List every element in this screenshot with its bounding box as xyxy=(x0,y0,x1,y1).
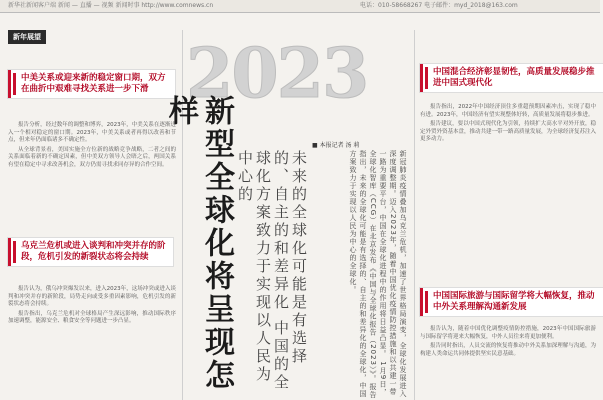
paragraph: 报告同时指出，人员交流的恢复将推动中外关系加深理解与沟通，为构建人类命运共同体提供坚实民意基础。 xyxy=(420,343,596,357)
center-paragraph-2: 1月9日，全球化智库（CCG）在北京发布《中国与全球化报告（2023）》。报告指出，未来的全球化可能是有选择的、自主的和差异化的全球化，中国方案致力于实现以人民为中心的全球化。 xyxy=(349,150,387,400)
left-article-1 xyxy=(8,122,176,230)
header-right-text: 电话：010-58668267 电子邮件：myd_2018@163.com xyxy=(360,2,518,9)
left-headline-2 xyxy=(8,238,173,266)
right-headline-1-text: 中国混合经济彰显韧性，高质量发展稳步推进中国式现代化 xyxy=(433,67,595,88)
left-headline-2-text: 乌克兰危机或进入谈判和冲突并存的阶段，危机引发的新裂状态将会持续 xyxy=(21,241,166,262)
header-left-text: 新华社新闻客户端 新闻 — 直播 — 视频 新闻时事 http://www.comnews.cn xyxy=(8,2,214,9)
column-divider xyxy=(182,30,183,400)
paragraph: 报告认为，随着中国优化调整疫情防控措施，2023年中国国际旅游与国际留学将迎来大幅恢复，中外人员往来将更加便利。 xyxy=(420,326,596,340)
left-article-2 xyxy=(8,286,176,396)
left-headline-1-text: 中美关系或迎来新的稳定窗口期，双方在曲折中艰难寻找关系进一步下滑 xyxy=(21,73,166,94)
right-article-2 xyxy=(420,326,596,398)
reporter-byline: ■ 本报记者 汤 莉 xyxy=(312,142,360,149)
headline-accent-bar xyxy=(425,67,428,89)
headline-accent-bar xyxy=(13,73,16,95)
paragraph: 报告分析，经过数年的调整和博弈，2023年，中美关系在逐渐进入一个相对稳定的窗口期。2023年，中美关系或者再得以改善和节点，但来年仍面临诸多不确定性。 xyxy=(8,122,176,144)
paragraph: 报告指出，2022年中国经济顶住多重超预期因素冲击，实现了稳中有进。2023年，中国经济有望实现整体好转，高质量发展将稳步推进。 xyxy=(420,104,596,118)
paragraph: 从全球背景看，美国实施全方位新的战略竞争战略，二者之间的关系面临着新的不确定因素，但中美双方领导人会晤之后，两国关系有望在稳定中寻求改善机会，双方仍需寻找求同存异的合作空间。 xyxy=(8,146,176,168)
right-headline-2 xyxy=(420,288,603,316)
left-headline-1 xyxy=(8,70,175,98)
right-article-1 xyxy=(420,104,596,280)
headline-accent-bar xyxy=(425,291,428,313)
feature-title: 新型全球化将呈现怎样 xyxy=(163,95,234,392)
paragraph: 报告认为，俄乌冲突爆发以来，进入2023年，这场冲突或进入谈判和冲突并存的新阶段，局势走向或受多重因素影响，危机引发的新裂状态将会持续。 xyxy=(8,286,176,308)
column-divider xyxy=(414,30,415,400)
center-paragraph-1: 新冠肺炎疫情叠加乌克兰危机，加速了世界格局演变，全球化发展进入深度调整期。迈入2023年，随着中国优化疫情防控措施和以共建一带一路为重要平台，中国在全球化进程中的作用将日益凸显。 xyxy=(379,150,407,398)
feature-subtitle: 未来的全球化可能是有选择的、自主的和差异化 中国的全球化方案致力于实现以人民为中心的 xyxy=(236,150,308,392)
page-header-strip xyxy=(0,0,600,13)
right-headline-1 xyxy=(420,64,603,92)
center-article xyxy=(318,150,408,400)
section-tag: 新年展望 xyxy=(8,30,46,44)
paragraph: 报告建议，要以中国式现代化为引领，持续扩大高水平对外开放，稳定外贸外资基本盘，推动共建一带一路高质量发展，为全球经济复苏注入更多动力。 xyxy=(420,121,597,143)
headline-accent-bar xyxy=(13,241,16,263)
paragraph: 报告指出，乌克兰危机对全球格局产生深远影响，推动国际秩序加速调整，能源安全、粮食安全等问题进一步凸显。 xyxy=(8,310,176,325)
year-number: 2023 xyxy=(186,34,368,114)
right-headline-2-text: 中国国际旅游与国际留学将大幅恢复，推动中外关系理解沟通新发展 xyxy=(433,291,595,312)
